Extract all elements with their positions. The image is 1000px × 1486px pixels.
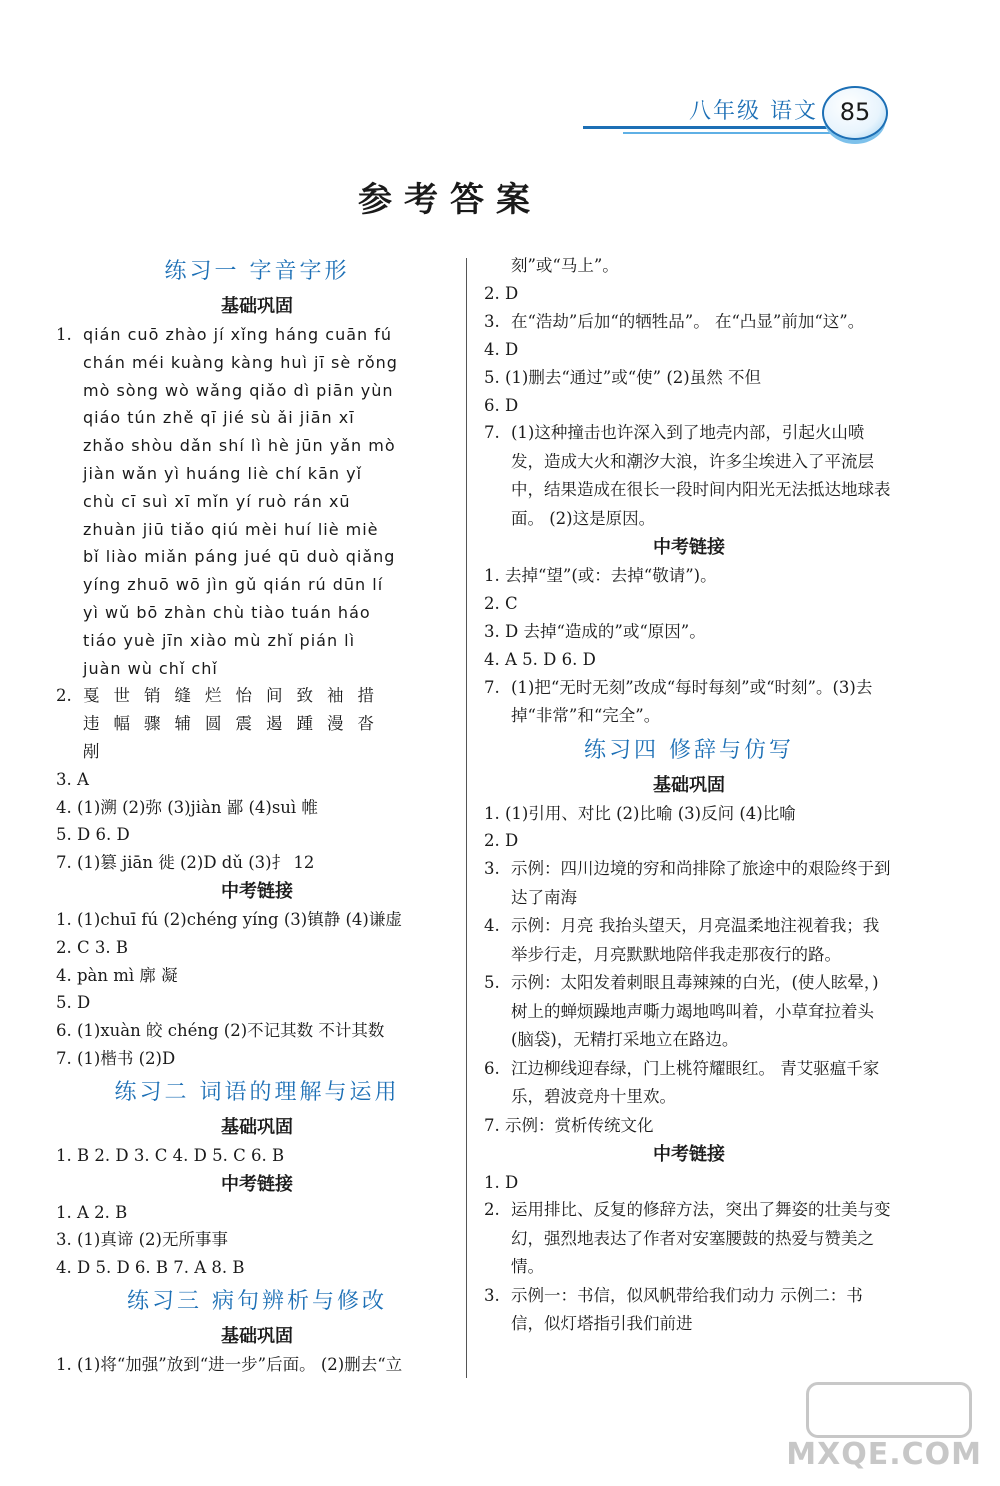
right-column: [484, 252, 894, 1339]
item-number: 3.: [484, 311, 500, 331]
subsection-title: 中考链接: [653, 1143, 725, 1165]
header-rule: [583, 126, 843, 129]
answer-item: [484, 912, 894, 969]
item-number: 5.: [484, 973, 500, 993]
watermark-logo-icon: [806, 1382, 972, 1438]
answer-line: 2. C: [484, 594, 518, 614]
answer-text: 示例：太阳发着刺眼且毒辣辣的白光，(使人眩晕，)树上的蝉烦躁地声嘶力竭地鸣叫着，小草耷拉着头(脑袋)，无精打采地立在路边。: [511, 973, 879, 1050]
answer-text: (1)这种撞击也许深入到了地壳内部，引起火山喷发，造成大火和潮汐大浪，许多尘埃进入了平流层中，结果造成在很长一段时间内阳光无法抵达地球表面。 (2)这是原因。: [511, 423, 891, 528]
answer-line: 4. pàn mì 廓 凝: [56, 965, 178, 985]
answer-line: 1. A 2. B: [56, 1202, 128, 1222]
answer-item: [484, 308, 894, 337]
answer-line: 5. D 6. D: [56, 825, 130, 845]
answer-text: 江边柳线迎春绿，门上桃符耀眼红。 青艾驱瘟千家乐，碧波竞舟十里欢。: [511, 1058, 880, 1107]
answer-line: 3. D 去掉“造成的”或“原因”。: [484, 622, 706, 642]
subsection-title: 基础巩固: [221, 1325, 293, 1347]
answer-line: 1. D: [484, 1172, 519, 1192]
item-number: 6.: [484, 1058, 500, 1078]
answer-line: 6. D: [484, 395, 519, 415]
pinyin-line: bǐ liào miǎn páng jué qū duò qiǎng: [83, 547, 396, 567]
subsection-title: 基础巩固: [653, 774, 725, 796]
answer-text: 示例：月亮 我抬头望天，月亮温柔地注视着我；我举步行走，月亮默默地陪伴我走那夜行的路。: [511, 916, 880, 964]
page-number: 85: [839, 98, 871, 126]
answer-line: 1. (1)chuī fú (2)chéng yíng (3)镇静 (4)谦虚: [56, 909, 402, 929]
answer-line: 4. D: [484, 340, 519, 360]
answer-line: 1. 去掉“望”(或：去掉“敬请”)。: [484, 566, 717, 586]
answer-line: 刻”或“马上”。: [511, 256, 619, 275]
pinyin-line: zhuàn jiū tiǎo qiú mèi huí liè miè: [83, 519, 379, 539]
pinyin-line: zhǎo shòu dǎn shí lì hè jūn yǎn mò: [83, 436, 396, 456]
header-rule-secondary: [623, 132, 843, 134]
page-number-badge: [822, 86, 888, 140]
column-divider: [466, 258, 467, 1378]
answer-line: 3. A: [56, 769, 89, 789]
subsection-title: 基础巩固: [221, 1116, 293, 1138]
answer-item: [484, 969, 894, 1055]
item-number: 1.: [56, 325, 72, 344]
answer-line: 4. A 5. D 6. D: [484, 649, 596, 669]
answer-text: (1)把“无时无刻”改成“每时每刻”或“时刻”。(3)去掉“非常”和“完全”。: [511, 677, 873, 726]
answer-text: 在“浩劫”后加“的牺牲品”。 在“凸显”前加“这”。: [511, 311, 865, 331]
subsection-title: 中考链接: [221, 880, 293, 902]
item-number: 2.: [484, 1200, 500, 1220]
answer-text: 示例一：书信，似风帆带给我们动力 示例二：书信，似灯塔指引我们前进: [511, 1285, 863, 1334]
page-title: 参考答案: [358, 180, 542, 220]
answer-line: 2. D: [484, 831, 519, 851]
answer-item: [484, 1055, 894, 1112]
pinyin-line: yíng zhuō wō jìn gǔ qián rú dūn lí: [83, 575, 384, 595]
section-title: 练习四 修辞与仿写: [584, 737, 794, 763]
answer-line: 5. (1)删去“通过”或“使” (2)虽然 不但: [484, 367, 761, 387]
answer-line: 1. (1)将“加强”放到“进一步”后面。 (2)删去“立: [56, 1354, 403, 1374]
answer-item: [484, 1282, 894, 1339]
pinyin-line: tiáo yuè jīn xiào mù zhǐ pián lì: [83, 630, 356, 650]
answer-item: [56, 321, 458, 682]
chars-line: 剐: [83, 741, 114, 761]
section-title: 练习三 病句辨析与修改: [127, 1288, 387, 1314]
answer-item: [484, 855, 894, 912]
section-title: 练习一 字音字形: [164, 259, 350, 284]
subsection-title: 基础巩固: [221, 296, 293, 317]
answer-line: 3. (1)真谛 (2)无所事事: [56, 1230, 228, 1250]
watermark: [782, 1382, 982, 1472]
answer-line: 4. D 5. D 6. B 7. A 8. B: [56, 1258, 245, 1278]
left-column: [56, 252, 458, 1379]
answer-line: 2. C 3. B: [56, 937, 128, 957]
answer-line: 4. (1)溯 (2)弥 (3)jiàn 鄙 (4)suì 帷: [56, 797, 318, 817]
item-number: 7.: [484, 677, 500, 697]
answer-line: 7. (1)篡 jiān 徙 (2)D dǔ (3)扌 12: [56, 853, 315, 873]
answer-line: 2. D: [484, 283, 519, 303]
subsection-title: 中考链接: [221, 1173, 293, 1195]
answer-item: [484, 1196, 894, 1282]
item-number: 7.: [484, 423, 500, 443]
page-header: [588, 86, 888, 156]
pinyin-line: jiàn wǎn yì huáng liè chí kān yǐ: [83, 463, 363, 483]
grade-subject-label: 八年级 语文: [689, 99, 818, 124]
watermark-text: MXQE.COM: [786, 1437, 982, 1472]
answer-text: 示例：四川边境的穷和尚排除了旅途中的艰险终于到达了南海: [511, 859, 891, 907]
pinyin-line: qiáo tún zhě qī jié sù ǎi jiān xī: [83, 408, 355, 428]
pinyin-line: chán méi kuàng kàng huì jī sè rǒng: [83, 352, 398, 372]
pinyin-line: mò sòng wò wǎng qiǎo dì piān yùn: [83, 380, 394, 400]
answer-text: 运用排比、反复的修辞方法，突出了舞姿的壮美与变幻，强烈地表达了作者对安塞腰鼓的热爱与赞美之情。: [511, 1200, 891, 1277]
item-number: 3.: [484, 859, 500, 879]
answer-line: 1. (1)引用、对比 (2)比喻 (3)反问 (4)比喻: [484, 803, 796, 823]
item-number: 2.: [56, 686, 72, 706]
pinyin-line: qián cuō zhào jí xǐng háng cuān fú: [83, 325, 393, 344]
answer-line: 5. D: [56, 993, 91, 1013]
answer-item: [484, 674, 894, 731]
answer-line: 7. 示例：赏析传统文化: [484, 1115, 654, 1135]
item-number: 3.: [484, 1285, 500, 1305]
answer-item: [56, 682, 458, 765]
answer-line: 7. (1)楷书 (2)D: [56, 1048, 176, 1068]
pinyin-line: chù cī suì xī mǐn yí ruò rán xū: [83, 491, 351, 511]
answer-line: 1. B 2. D 3. C 4. D 5. C 6. B: [56, 1145, 285, 1165]
answer-item: [484, 419, 894, 533]
item-number: 4.: [484, 916, 500, 936]
chars-line: 违幅骤辅圆震遏踵漫沓: [83, 714, 388, 734]
chars-line: 戛世销缝烂怡间致袖措: [83, 686, 388, 706]
pinyin-line: juàn wù chǐ chǐ: [83, 658, 218, 678]
pinyin-line: yì wǔ bō zhàn chù tiào tuán háo: [83, 602, 371, 622]
answer-line: 6. (1)xuàn 皎 chéng (2)不记其数 不计其数: [56, 1021, 385, 1041]
subsection-title: 中考链接: [653, 537, 725, 559]
section-title: 练习二 词语的理解与运用: [114, 1079, 400, 1105]
